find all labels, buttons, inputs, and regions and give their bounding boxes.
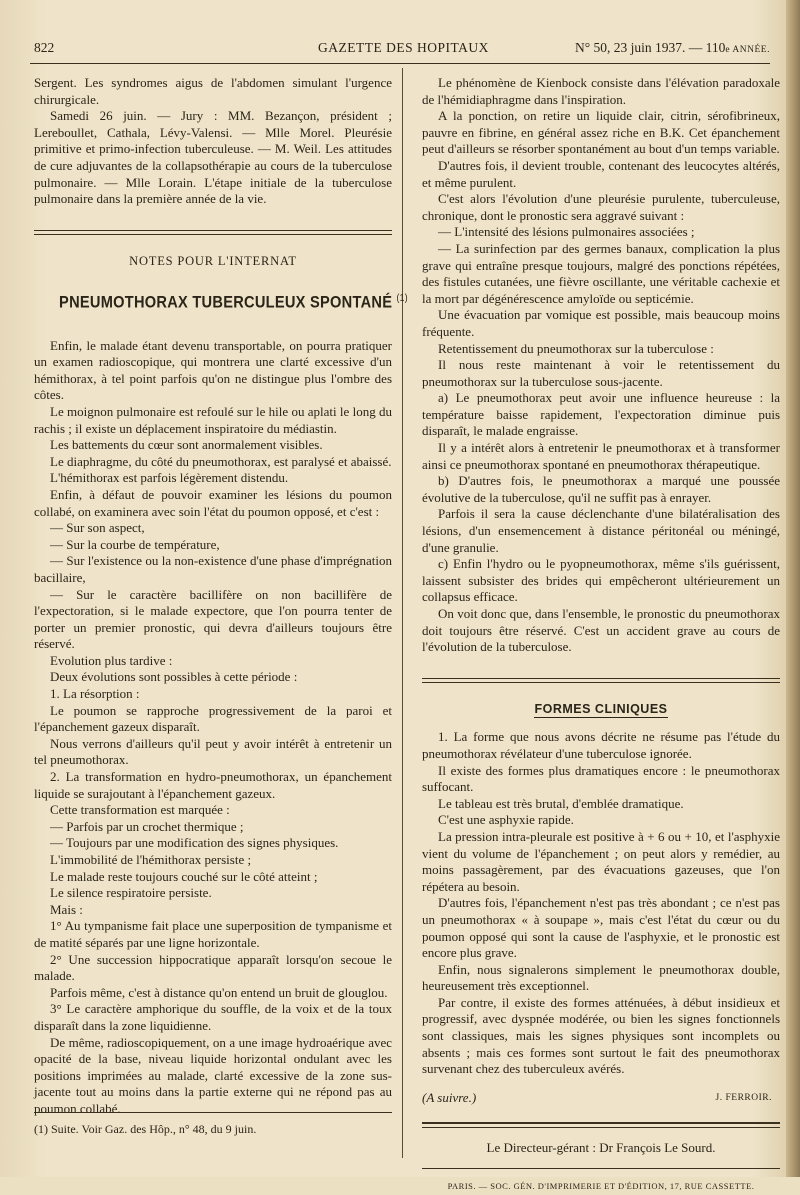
left-top-text [34, 75, 392, 208]
paragraph: Evolution plus tardive : [50, 652, 173, 668]
formes-heading: FORMES CLINIQUES [534, 701, 668, 716]
to-be-continued: (A suivre.) [422, 1089, 477, 1105]
paragraph: — Parfois par un crochet thermique ; [50, 818, 244, 834]
footnote-marker: (1) [396, 293, 408, 305]
paragraph: D'autres fois, il devient trouble, contenant des leucocytes altérés, et même purulent. [422, 157, 780, 190]
imprint: PARIS. — SOC. GÉN. D'IMPRIMERIE ET D'ÉDITION, 17, RUE CASSETTE. [422, 1168, 780, 1195]
paragraph: L'immobilité de l'hémithorax persiste ; [50, 852, 252, 867]
paragraph: Il y a intérêt alors à entretenir le pneumothorax et à transformer ainsi ce pneumothorax spontané en pneumothorax thérapeutique. [422, 440, 780, 472]
paragraph: Nous verrons d'ailleurs qu'il peut y avoir intérêt à entretenir un tel pneumothorax. [34, 735, 392, 768]
paragraph: — L'intensité des lésions pulmonaires associées ; [438, 224, 695, 240]
paragraph: Enfin, à défaut de pouvoir examiner les lésions du poumon collabé, on examinera avec soin l'état du poumon opposé, et c'est : [34, 486, 392, 519]
paragraph: Le diaphragme, du côté du pneumothorax, est paralysé et abaissé. [50, 453, 392, 469]
paragraph: Samedi 26 juin. — Jury : MM. Bezançon, président ; Lereboullet, Cathala, Lévy-Valensi. — Mlle Morel. Pleurésie primitive et primo-infection tuberculeuse. — M. Weil. Les attitudes de cure adjuvantes de la collapsothérapie au cours de la tuberculose pulmonaire. — Mlle Lorain. L'étape initiale de la tuberculose pulmonaire dans la première année de la vie. [34, 108, 392, 207]
paragraph: Retentissement du pneumothorax sur la tuberculose : [438, 340, 714, 356]
paragraph: Le phénomène de Kienbock consiste dans l'élévation paradoxale de l'hémidiaphragme dans l'inspiration. [422, 75, 780, 107]
paragraph: Sergent. Les syndromes aigus de l'abdomen simulant l'urgence chirurgicale. [34, 75, 392, 107]
paragraph: Il nous reste maintenant à voir le retentissement du pneumothorax sur la tuberculose sous-jacente. [422, 357, 780, 389]
double-rule [34, 230, 392, 235]
issue-info [575, 40, 770, 56]
paragraph: Le poumon se rapproche progressivement de la paroi et l'épanchement gazeux disparaît. [34, 702, 392, 735]
article-signoff [422, 1090, 780, 1108]
section-label: NOTES POUR L'INTERNAT [129, 253, 297, 268]
paragraph: Par contre, il existe des formes atténuées, à début insidieux et progressif, avec dyspnée modérée, ou bien les signes fonctionnels sont classiques, mais les signes physiques sont incomplets ou absents ; mais ces formes sont surtout le fait des pneumothorax survenant chez des tuberculeux avérés. [422, 994, 780, 1077]
left-column [34, 75, 408, 1118]
paragraph: Les battements du cœur sont anormalement visibles. [50, 437, 323, 453]
paragraph: On voit donc que, dans l'ensemble, le pronostic du pneumothorax doit toujours être réservé. C'est un accident grave au cours de l'évolution de la tuberculose. [422, 606, 780, 655]
footnote: (1) Suite. Voir Gaz. des Hôp., n° 48, du 9 juin. [34, 1112, 392, 1137]
page-header [30, 40, 770, 60]
director-line: Le Directeur-gérant : Dr François Le Sourd. [486, 1139, 716, 1155]
article-title-text: PNEUMOTHORAX TUBERCULEUX SPONTANÉ [59, 293, 393, 312]
journal-title: GAZETTE DES HOPITAUX [318, 40, 489, 55]
paragraph: C'est une asphyxie rapide. [438, 812, 574, 828]
paragraph: c) Enfin l'hydro ou le pyopneumothorax, même s'ils guérissent, laissent subsister des brides qui empêcheront ultérieurement un collapsus efficace. [422, 556, 780, 605]
paragraph: Une évacuation par vomique est possible, mais beaucoup moins fréquente. [422, 307, 780, 339]
section-heading [422, 701, 780, 718]
paragraph: Le moignon pulmonaire est refoulé sur le hile ou aplati le long du rachis ; il existe un déplacement inspiratoire du médiastin. [34, 403, 392, 436]
paragraph: C'est alors l'évolution d'une pleurésie purulente, tuberculeuse, chronique, dont le pronostic sera aggravé suivant : [422, 191, 780, 223]
paragraph: — Sur la courbe de température, [50, 536, 220, 552]
paragraph: Parfois même, c'est à distance qu'on entend un bruit de glouglou. [50, 984, 388, 1000]
right-column [422, 75, 780, 1195]
paragraph: Le tableau est très brutal, d'emblée dramatique. [438, 795, 684, 811]
paragraph: Le silence respiratoire persiste. [50, 885, 212, 901]
page-edge [786, 0, 800, 1177]
author: J. FERROIR. [715, 1092, 772, 1103]
formes-body [422, 729, 780, 1077]
paragraph: Enfin, le malade étant devenu transportable, on pourra pratiquer un examen radioscopique, qui montrera une clarté excessive d'un hémithorax, à tel point parfois qu'on ne distingue plus l'ombre des côtes. [34, 337, 392, 403]
paragraph: 1° Au tympanisme fait place une superposition de tympanisme et de matité séparés par une ligne horizontale. [34, 918, 392, 950]
paragraph: De même, radioscopiquement, on a une image hydroaérique avec opacité de la base, niveau liquide horizontal ondulant avec les positions imprimées au malade, clarté excessive de la zone sus-jacente tout au moins dans la partie externe qui ne répond pas au poumon collabé. [34, 1034, 392, 1116]
paragraph: Deux évolutions sont possibles à cette période : [50, 669, 298, 685]
paragraph: — Sur son aspect, [50, 520, 145, 536]
paragraph: Enfin, nous signalerons simplement le pneumothorax double, heureusement très exceptionnel. [422, 961, 780, 994]
right-body [422, 75, 780, 656]
paragraph: 1. La forme que nous avons décrite ne résume pas l'étude du pneumothorax révélateur d'une tuberculose ignorée. [422, 729, 780, 761]
paragraph: 3° Le caractère amphorique du souffle, de la voix et de la toux disparaît dans la zone liquidienne. [34, 1001, 392, 1033]
header-rule [30, 63, 770, 64]
paragraph: D'autres fois, l'épanchement n'est pas très abondant ; ce n'est pas un pneumothorax « à soupape », mais c'est l'état du cœur ou du poumon opposé qui sont la cause de l'asphyxie, et le pronostic est encore plus grave. [422, 895, 780, 961]
paragraph: Il existe des formes plus dramatiques encore : le pneumothorax suffocant. [422, 762, 780, 795]
paragraph: L'hémithorax est parfois légèrement distendu. [50, 470, 289, 486]
paragraph: A la ponction, on retire un liquide clair, citrin, sérofibrineux, pauvre en fibrine, en général assez riche en B.K. Cet épanchement peut d'ailleurs se résorber spontanément au bout d'un temps variable. [422, 108, 780, 157]
paragraph: 2. La transformation en hydro-pneumothorax, un épanchement liquide se surajoutant à l'épanchement gazeux. [34, 769, 392, 801]
page-number: 822 [34, 40, 55, 55]
paragraph: b) D'autres fois, le pneumothorax a marqué une poussée évolutive de la tuberculose, qu'il ne suffit pas à enrayer. [422, 473, 780, 505]
paragraph: — La surinfection par des germes banaux, complication la plus grave qui entraîne presque toujours, malgré des ponctions répétées, des fistules cutanées, une fièvre oscillante, une véritable cachexie et la mort par dégénérescence amyloïde ou septicémie. [422, 240, 780, 306]
paragraph: Le malade reste toujours couché sur le côté atteint ; [50, 868, 318, 884]
paragraph: Cette transformation est marquée : [50, 802, 230, 818]
paragraph: a) Le pneumothorax peut avoir une influence heureuse : la température baisse rapidement, l'expectoration diminue puis disparaît, le malade engraisse. [422, 390, 780, 439]
paragraph: — Sur l'existence ou la non-existence d'une phase d'imprégnation bacillaire, [34, 553, 392, 585]
paragraph: 1. La résorption : [50, 686, 140, 702]
paragraph: Mais : [50, 901, 83, 917]
left-body [34, 338, 392, 1118]
column-divider [402, 68, 403, 1158]
double-rule [422, 678, 780, 683]
paragraph: 2° Une succession hippocratique apparaît lorsqu'on secoue le malade. [34, 951, 392, 984]
issue-year-suffix: e ANNÉE. [725, 45, 770, 55]
issue-date: N° 50, 23 juin 1937. — 110 [574, 40, 726, 55]
paragraph: — Sur le caractère bacillifère on non bacillifère de l'expectoration, si le malade expectore, que l'on pourra tenter de porter un premier pronostic, qui devra d'ailleurs toujours être réservé. [34, 586, 392, 652]
paragraph: La pression intra-pleurale est positive à + 6 ou + 10, et l'asphyxie vient du volume de l'épanchement ; on peut alors y remédier, au moins passagèrement, par des évacuations gazeuses, que l'on répétera au besoin. [422, 828, 780, 894]
article-title [59, 291, 408, 312]
paragraph: Parfois il sera la cause déclenchante d'une bilatéralisation des lésions, d'un ensemencement à distance péritonéal ou méningé, d'une granulie. [422, 506, 780, 555]
double-rule [422, 1122, 780, 1128]
paragraph: — Toujours par une modification des signes physiques. [50, 835, 339, 851]
